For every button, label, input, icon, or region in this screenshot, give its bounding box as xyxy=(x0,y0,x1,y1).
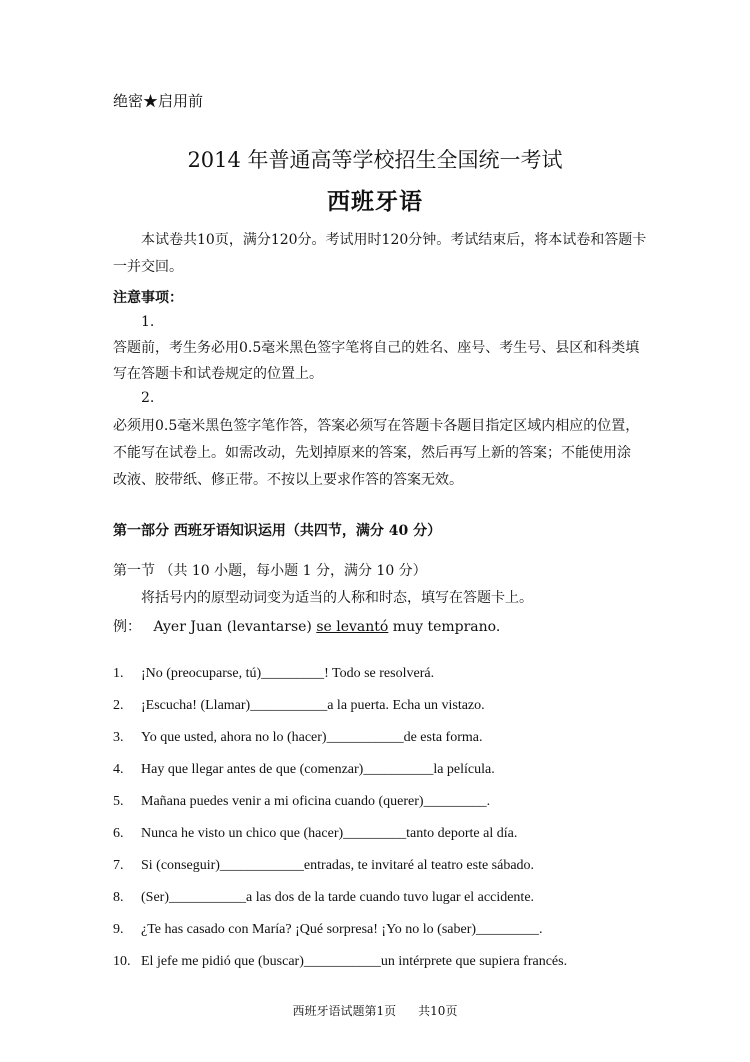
question-item xyxy=(113,858,534,874)
question-item xyxy=(113,826,517,842)
page-number: 西班牙语试题第1页 xyxy=(292,1004,397,1018)
question-number: 9. xyxy=(113,922,124,937)
question-text: Nunca he visto un chico que (hacer)_________tanto deporte al día. xyxy=(141,826,518,841)
question-text: ¡Escucha! (Llamar)___________a la puerta. Echa un vistazo. xyxy=(141,698,485,713)
question-number: 8. xyxy=(113,890,124,905)
question-text: El jefe me pidió que (buscar)___________un intérprete que supiera francés. xyxy=(141,954,568,969)
question-text: (Ser)___________a las dos de la tarde cuando tuvo lugar el accidente. xyxy=(141,890,535,905)
exam-title: 2014 年普通高等学校招生全国统一考试 xyxy=(187,148,563,172)
example-answer: se levantó xyxy=(316,619,389,635)
question-number: 6. xyxy=(113,826,124,841)
question-item xyxy=(113,922,543,938)
question-number: 7. xyxy=(113,858,124,873)
section1-heading: 第一节 （共 10 小题，每小题 1 分，满分 10 分） xyxy=(113,563,427,579)
page-footer xyxy=(0,1002,750,1019)
question-number: 10. xyxy=(113,954,131,969)
page-total: 共10页 xyxy=(418,1004,458,1018)
intro-line-2: 一并交回。 xyxy=(113,259,183,275)
notice-item-1-number: 1. xyxy=(141,314,155,330)
notice-item-2-line-1: 必须用0.5毫米黑色签字笔作答，答案必须写在答题卡各题目指定区域内相应的位置， xyxy=(113,418,640,434)
question-number: 3. xyxy=(113,730,124,745)
notice-heading: 注意事项： xyxy=(113,290,183,306)
section1-instruction: 将括号内的原型动词变为适当的人称和时态，填写在答题卡上。 xyxy=(141,590,533,606)
notice-item-2-line-2: 不能写在试卷上。如需改动，先划掉原来的答案，然后再写上新的答案；不能使用涂 xyxy=(113,445,631,461)
notice-item-1-line-2: 写在答题卡和试卷规定的位置上。 xyxy=(113,366,323,382)
part1-heading: 第一部分 西班牙语知识运用（共四节，满分 40 分） xyxy=(113,523,442,539)
question-item xyxy=(113,890,534,906)
example-label: 例： xyxy=(113,619,141,635)
question-text: Yo que usted, ahora no lo (hacer)___________de esta forma. xyxy=(141,730,483,745)
question-item xyxy=(113,730,483,746)
question-item xyxy=(113,666,434,682)
example-ending: muy temprano. xyxy=(388,619,501,635)
notice-item-2-line-3: 改液、胶带纸、修正带。不按以上要求作答的答案无效。 xyxy=(113,472,463,488)
notice-item-1-line-1: 答题前，考生务必用0.5毫米黑色签字笔将自己的姓名、座号、考生号、县区和科类填 xyxy=(113,340,640,356)
notice-item-2-number: 2. xyxy=(141,390,155,406)
question-text: Si (conseguir)____________entradas, te invitaré al teatro este sábado. xyxy=(141,858,535,873)
subject-title: 西班牙语 xyxy=(327,188,423,215)
question-item xyxy=(113,698,485,714)
question-text: ¡No (preocuparse, tú)_________! Todo se resolverá. xyxy=(141,666,435,681)
question-text: Mañana puedes venir a mi oficina cuando (querer)_________. xyxy=(141,794,491,809)
question-item xyxy=(113,762,495,778)
question-item xyxy=(113,794,490,810)
question-text: Hay que llegar antes de que (comenzar)__________la película. xyxy=(141,762,495,777)
question-number: 5. xyxy=(113,794,124,809)
example-prompt: Ayer Juan (levantarse) xyxy=(153,619,317,635)
question-number: 2. xyxy=(113,698,124,713)
question-number: 4. xyxy=(113,762,124,777)
intro-line-1: 本试卷共10页，满分120分。考试用时120分钟。考试结束后，将本试卷和答题卡 xyxy=(141,232,647,248)
confidential-label: 绝密★启用前 xyxy=(113,92,204,110)
example-line xyxy=(113,616,500,636)
question-number: 1. xyxy=(113,666,124,681)
question-item xyxy=(113,954,567,970)
question-text: ¿Te has casado con María? ¡Qué sorpresa! ¡Yo no lo (saber)_________. xyxy=(141,922,543,937)
